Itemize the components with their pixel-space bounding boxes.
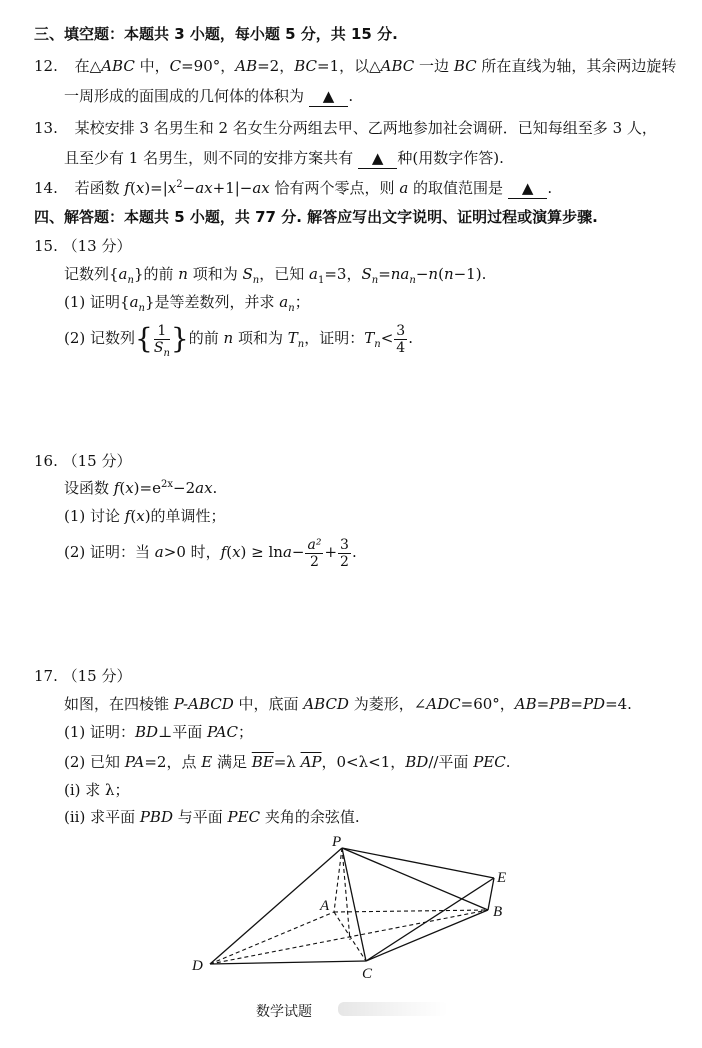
q16-text: x	[136, 507, 145, 525]
q17-text: ABCD	[303, 695, 349, 713]
q17-text: .	[505, 753, 511, 771]
q16-text: a	[154, 543, 164, 561]
q15-text: a	[118, 265, 128, 283]
question-13-line-2	[64, 148, 504, 169]
q12-text: 一边	[414, 57, 454, 75]
vector-be: $\overline{BE}$	[251, 753, 274, 771]
q14-text: 的取值范围是	[408, 179, 504, 197]
q16-text: (2) 证明：当	[64, 543, 155, 561]
q16-text: 设函数	[64, 479, 114, 497]
label-d: D	[192, 958, 203, 974]
q14-text: +1|−	[212, 179, 253, 197]
fraction-denominator: 4	[396, 339, 406, 356]
q17-text: =	[570, 695, 583, 713]
q17-text: =4.	[605, 695, 632, 713]
q15-text: 项和为	[187, 265, 243, 283]
q15-text: −1).	[453, 265, 487, 283]
edge-ec	[366, 878, 494, 961]
question-17-stem	[64, 694, 632, 714]
edge-pa	[334, 848, 342, 912]
q15-text: n	[428, 265, 439, 283]
q15-text: S	[361, 265, 372, 283]
question-15-stem	[64, 264, 486, 284]
fraction	[338, 537, 351, 570]
edge-pb	[342, 848, 488, 910]
q15-text: =	[378, 265, 391, 283]
right-brace: }	[170, 322, 189, 355]
q12-number: 12.	[34, 57, 58, 75]
q17-text: (1) 证明：	[64, 723, 136, 741]
q15-text: a	[279, 293, 289, 311]
q17-text: PB	[549, 695, 571, 713]
q15-text: n	[163, 347, 170, 359]
q16-text: (	[119, 479, 126, 497]
q16-text: )的单调性；	[144, 507, 226, 525]
q13-text: 种(用数字作答).	[397, 149, 504, 167]
q12-text: C	[169, 57, 182, 75]
q15-text: T	[287, 329, 298, 347]
q16-text: .	[212, 479, 218, 497]
edge-db	[210, 910, 488, 964]
q15-text: =3，	[324, 265, 362, 283]
fraction	[153, 322, 170, 359]
edge-pc	[342, 848, 366, 961]
q13-number: 13.	[34, 119, 58, 137]
answer-blank	[508, 178, 548, 199]
vector-ap: $\overline{AP}$	[300, 753, 322, 771]
q16-text: 2x	[160, 479, 173, 490]
q17-text: 与平面	[173, 808, 228, 826]
triangle-marker-icon: ▲	[371, 149, 384, 167]
edge-pe	[342, 848, 494, 878]
q12-text: 中，	[134, 57, 170, 75]
q15-text: a	[129, 293, 139, 311]
q15-text: }的前	[133, 265, 179, 283]
q15-text: n	[178, 265, 188, 283]
q17-text: E	[201, 753, 213, 771]
triangle-marker-icon: ▲	[322, 87, 335, 105]
q12-text: =2，	[257, 57, 295, 75]
q17-text: BD	[405, 753, 429, 771]
q14-text: ax	[252, 179, 270, 197]
q14-text: a	[399, 179, 409, 197]
q15-text: T	[364, 329, 375, 347]
q17-text: ，0<λ<1，	[321, 753, 406, 771]
q16-text: f	[124, 507, 131, 525]
question-14	[34, 178, 552, 199]
q17-text: (2) 已知	[64, 753, 125, 771]
q17-text: //平面	[428, 753, 474, 771]
question-17-part-2-ii	[64, 807, 360, 827]
q15-text: 的前	[188, 329, 224, 347]
question-17-part-2	[64, 752, 511, 772]
q15-text: n	[288, 303, 295, 314]
q15-text: <	[380, 329, 394, 347]
question-16-part-1	[64, 506, 226, 526]
label-b: B	[493, 904, 503, 920]
fraction-denominator: 2	[340, 553, 349, 570]
q17-text: =	[536, 695, 550, 713]
question-15-part-1	[64, 292, 310, 312]
q16-text: +	[324, 543, 338, 561]
edge-dc	[210, 961, 366, 964]
q15-text: −	[415, 265, 429, 283]
q15-text: n	[374, 339, 381, 350]
q16-text: ax	[195, 479, 213, 497]
fraction-numerator: a²	[307, 536, 322, 553]
q17-text: PEC	[227, 808, 261, 826]
fraction-numerator: 1	[154, 323, 170, 340]
q15-text: ；	[294, 293, 310, 311]
fraction-denominator: 2	[310, 553, 319, 570]
scan-smudge	[338, 1002, 448, 1016]
q14-text: ax	[195, 179, 213, 197]
q15-text: }是等差数列，并求	[144, 293, 280, 311]
q12-text: 所在直线为轴，其余两边旋转	[476, 57, 677, 75]
q16-text: a	[282, 543, 292, 561]
pyramid-figure	[180, 830, 520, 990]
q17-text: PA	[124, 753, 145, 771]
q17-text: ADC	[426, 695, 461, 713]
q12-text: ABC	[380, 57, 415, 75]
q16-text: (	[226, 543, 233, 561]
q15-text: S	[242, 265, 253, 283]
q14-text: −	[182, 179, 196, 197]
q17-text: 夹角的余弦值.	[260, 808, 360, 826]
q15-text: n	[443, 265, 454, 283]
label-e: E	[497, 870, 507, 886]
answer-blank	[309, 86, 349, 107]
left-brace: {	[135, 322, 153, 355]
q12-text: .	[348, 87, 354, 105]
q12-text: 在△	[74, 57, 102, 75]
label-c: C	[362, 966, 373, 982]
q15-text: (1) 证明{	[64, 293, 130, 311]
q15-text: a	[309, 265, 318, 283]
label-p: P	[332, 834, 342, 850]
q14-text: .	[547, 179, 553, 197]
q15-text: ，证明：	[304, 329, 365, 347]
q15-text: na	[390, 265, 410, 283]
q14-text: 若函数	[74, 179, 125, 197]
fraction-numerator: 3	[396, 322, 406, 339]
q14-text: 2	[176, 179, 183, 190]
section-4-heading: 四、解答题：本题共 5 小题，共 77 分. 解答应写出文字说明、证明过程或演算步骤.	[34, 208, 598, 226]
q17-text: 满足	[212, 753, 252, 771]
q17-text: ⊥平面	[158, 723, 207, 741]
q12-text: BC	[453, 57, 477, 75]
q16-text: .	[351, 543, 357, 561]
q14-text: )=|	[144, 179, 168, 197]
q16-text: ) ≥ ln	[240, 543, 283, 561]
q13-text: 某校安排 3 名男生和 2 名女生分两组去甲、乙两地参加社会调研．已知每组至多 3 人，	[74, 119, 657, 137]
section-3-heading: 三、填空题：本题共 3 小题，每小题 5 分，共 15 分.	[34, 25, 398, 43]
q17-text: =λ	[273, 753, 301, 771]
q16-text: f	[220, 543, 227, 561]
q17-text: 如图，在四棱锥	[64, 695, 174, 713]
q16-text: x	[125, 479, 134, 497]
q16-text: >0 时，	[163, 543, 221, 561]
q15-text: n	[252, 275, 260, 286]
q17-text: PBD	[139, 808, 173, 826]
answer-blank	[358, 148, 398, 169]
q16-text: −2	[173, 479, 196, 497]
q15-text: ，已知	[259, 265, 309, 283]
q17-text: PAC	[206, 723, 238, 741]
q15-text: S	[153, 339, 164, 356]
q15-text: (	[438, 265, 444, 283]
q16-text: )=e	[133, 479, 161, 497]
q17-text: P-ABCD	[173, 695, 234, 713]
q15-text: 项和为	[233, 329, 288, 347]
q12-text: =1，以△	[317, 57, 381, 75]
q15-text: 记数列{	[64, 265, 119, 283]
q17-text: AB	[514, 695, 537, 713]
question-15-heading: 15. （13 分）	[34, 237, 132, 255]
q15-text: n	[371, 275, 379, 286]
question-17-part-2-i: (i) 求 λ；	[64, 781, 130, 799]
question-16-stem	[64, 478, 217, 498]
edge-cb	[366, 910, 488, 961]
q12-text: AB	[235, 57, 258, 75]
q15-text: n	[223, 329, 234, 347]
q16-text: x	[232, 543, 241, 561]
q14-text: 恰有两个零点，则	[269, 179, 400, 197]
label-a: A	[320, 898, 330, 914]
fraction-denominator	[153, 339, 170, 359]
q12-text: 一周形成的面围成的几何体的体积为	[64, 87, 305, 105]
q17-text: ；	[238, 723, 254, 741]
q15-text: n	[127, 275, 134, 286]
q16-text: (1) 讨论	[64, 507, 125, 525]
q17-text: PEC	[473, 753, 506, 771]
edge-da	[210, 912, 334, 964]
question-17-part-1	[64, 722, 253, 742]
q15-text: (2) 记数列	[64, 329, 136, 347]
q15-text: n	[138, 303, 145, 314]
q17-text: (ii) 求平面	[64, 808, 140, 826]
q13-text: 且至少有 1 名男生，则不同的安排方案共有	[64, 149, 354, 167]
q14-text: f	[124, 179, 130, 197]
q17-text: PD	[582, 695, 606, 713]
edge-ab	[334, 910, 488, 912]
fraction	[394, 323, 407, 356]
question-12-line-2	[64, 86, 353, 107]
fraction-numerator: 3	[340, 536, 349, 553]
q14-number: 14.	[34, 179, 58, 197]
q12-text: ABC	[101, 57, 135, 75]
q17-text: =2，点	[144, 753, 202, 771]
q15-text: n	[409, 275, 416, 286]
fraction	[305, 537, 323, 570]
question-15-part-2	[64, 320, 413, 357]
q16-text: −	[291, 543, 305, 561]
q17-text: BD	[135, 723, 159, 741]
q16-text: (	[130, 507, 137, 525]
q14-text: x	[135, 179, 145, 197]
q14-text: x	[167, 179, 177, 197]
question-13-line-1	[34, 118, 657, 138]
q16-text: f	[113, 479, 120, 497]
question-12-line-1	[34, 56, 676, 76]
q17-text: 中，底面	[233, 695, 304, 713]
q12-text: BC	[294, 57, 317, 75]
q15-text: .	[408, 329, 413, 347]
q14-text: (	[129, 179, 136, 197]
q17-text: =60°，	[460, 695, 515, 713]
q15-text: n	[297, 339, 305, 350]
triangle-marker-icon: ▲	[521, 179, 534, 197]
question-17-heading: 17. （15 分）	[34, 667, 132, 685]
question-16-heading: 16. （15 分）	[34, 452, 132, 470]
q17-text: 为菱形，∠	[348, 695, 427, 713]
q12-text: =90°，	[181, 57, 236, 75]
page-footer: 数学试题	[256, 1004, 312, 1020]
question-16-part-2	[64, 534, 357, 570]
q15-text: 1	[317, 275, 325, 286]
